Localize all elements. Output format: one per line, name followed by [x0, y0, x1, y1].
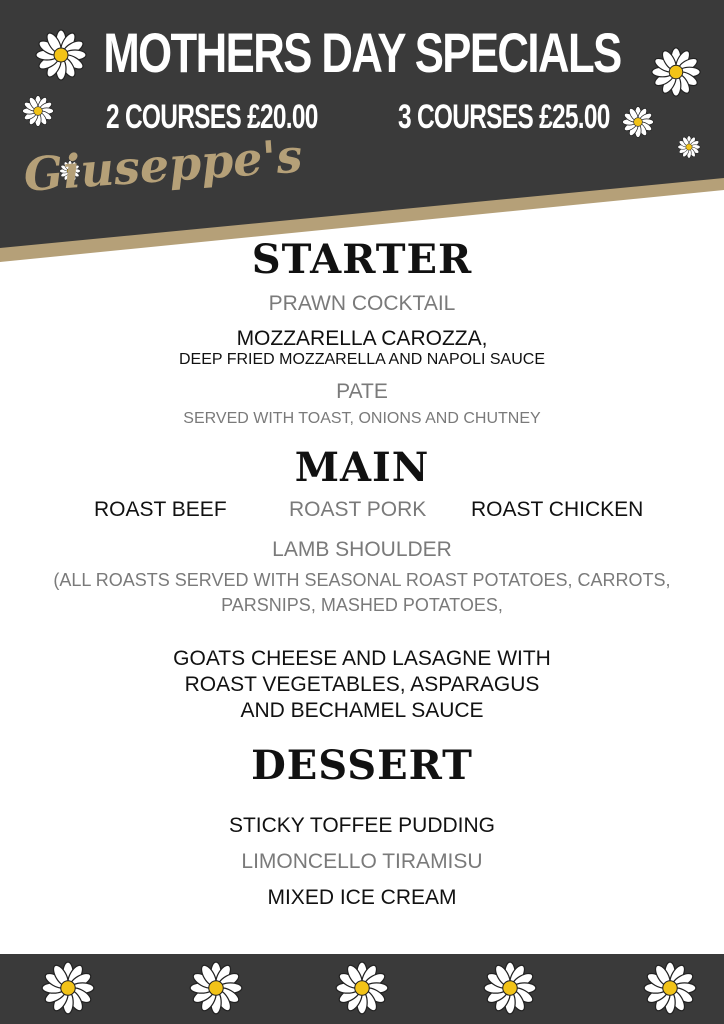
menu-item: ROAST CHICKEN [471, 498, 644, 521]
daisy-icon [480, 958, 540, 1018]
daisy-icon [20, 93, 56, 129]
menu-item: MOZZARELLA CAROZZA, [236, 327, 488, 350]
daisy-icon [332, 958, 392, 1018]
menu-item: STICKY TOFFEE PUDDING [228, 814, 496, 837]
restaurant-logo: Giuseppe's [22, 128, 305, 202]
menu-item: ROAST BEEF [94, 498, 227, 521]
daisy-icon [620, 104, 656, 140]
menu-note: PARSNIPS, MASHED POTATOES, [221, 595, 503, 615]
price-three-courses: 3 COURSES £25.00 [398, 98, 610, 136]
menu-item: MIXED ICE CREAM [267, 886, 457, 909]
dessert-heading: DESSERT [251, 742, 473, 789]
menu-item: ROAST PORK [289, 498, 427, 521]
menu-item: LAMB SHOULDER [272, 538, 452, 561]
menu-item-description: DEEP FRIED MOZZARELLA AND NAPOLI SAUCE [178, 351, 546, 368]
menu-item-description: SERVED WITH TOAST, ONIONS AND CHUTNEY [183, 410, 541, 427]
page-title: MOTHERS DAY SPECIALS [103, 21, 621, 84]
menu-item: LIMONCELLO TIRAMISU [241, 850, 483, 873]
menu-item: AND BECHAMEL SAUCE [240, 699, 484, 722]
menu-item: PRAWN COCKTAIL [268, 292, 456, 315]
menu-item: PATE [336, 380, 388, 403]
daisy-icon [640, 958, 700, 1018]
daisy-icon [38, 958, 98, 1018]
menu-item: ROAST VEGETABLES, ASPARAGUS [184, 673, 540, 696]
main-heading: MAIN [294, 444, 430, 491]
menu-note: (ALL ROASTS SERVED WITH SEASONAL ROAST POTATOES, CARROTS, [53, 570, 671, 590]
price-two-courses: 2 COURSES £20.00 [106, 98, 318, 136]
daisy-icon [648, 44, 704, 100]
menu-item: GOATS CHEESE AND LASAGNE WITH [173, 647, 551, 670]
daisy-icon [676, 134, 702, 160]
daisy-icon [186, 958, 246, 1018]
starter-heading: STARTER [251, 236, 473, 283]
